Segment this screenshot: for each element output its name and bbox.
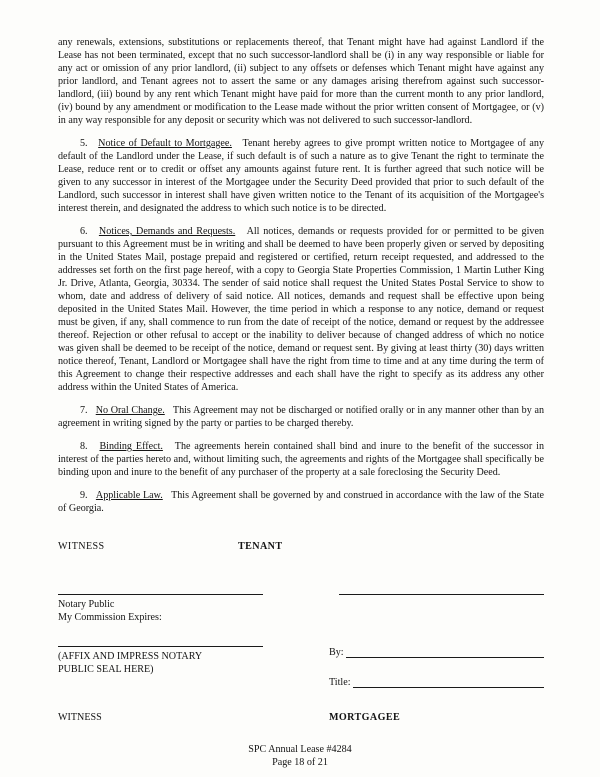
signature-block — [58, 541, 544, 723]
title-row — [329, 676, 544, 688]
commission-expires-label: My Commission Expires: — [58, 612, 162, 623]
witness-label-2: WITNESS — [58, 712, 102, 723]
section-text: All notices, demands or requests provided for or permitted to be given pursuant to this Agreement must be in writing and shall be deemed to have been properly given or served by depositing in the United States Mail, postage prepaid and registered or certified, return receipt requested, and addressed to the addresses set forth on the first page hereof, with a copy to Georgia State Properties Commission, 1 Martin Luther King Jr. Drive, Atlanta, Georgia, 30334. The sender of said notice shall request the United States Postal Service to show to whom, date and address of delivery of said notice. All notices, demands and request shall be effective upon being deposited in the United States Mail. However, the time period in which a response to any notice, demand or request must be given, if any, shall commence to run from the date of receipt of the notice, demand or request by the addressee thereof. Rejection or other refusal to accept or the inability to deliver because of changed address of which no notice was given shall be deemed to be receipt of the notice, demand or request sent. By giving at least thirty (30) days written notice thereof, Tenant, Landlord or Mortgagee shall have the right from time to time and at any time during the term of this Agreement to change their respective addresses and each shall have the right to specify as its address any other address within the United States of America. — [58, 226, 544, 393]
affix-seal-note — [58, 650, 273, 676]
section-heading: Notices, Demands and Requests. — [98, 226, 236, 237]
section-number: 7. — [80, 405, 88, 416]
section-text: Tenant hereby agrees to give prompt written notice to Mortgagee of any default of the Landlord under the Lease, if such default is of such a nature as to give Tenant the right to terminate the Lease, reduce rent or to credit or offset any amounts against future rent. It is further agreed that such notice will be given to any successor in interest of the Mortgagee under the Security Deed provided that prior to such default of the Landlord, such successor in interest shall have given written notice to the Tenant of its acquisition of the Mortgagee's interest therein, and designated the address to which such notice is to be directed. — [58, 138, 544, 214]
footer-line-2: Page 18 of 21 — [272, 757, 328, 768]
tenant-signature-line — [339, 594, 544, 595]
section-5 — [58, 137, 544, 215]
witness-label-1: WITNESS — [58, 541, 105, 552]
notary-signature-line — [58, 594, 263, 595]
section-heading: Notice of Default to Mortgagee. — [98, 138, 232, 149]
by-fill-line — [346, 646, 544, 658]
document-body — [58, 36, 544, 742]
affix-line-2: PUBLIC SEAL HERE) — [58, 664, 154, 675]
notary-public-label: Notary Public — [58, 599, 115, 610]
section-number: 8. — [80, 441, 88, 452]
affix-line-1: (AFFIX AND IMPRESS NOTARY — [58, 651, 203, 662]
by-label: By: — [329, 647, 344, 658]
section-text: This Agreement may not be discharged or notified orally or in any manner other than by an agreement in writing signed by the party or parties to be charged thereby. — [58, 405, 544, 429]
section-heading: No Oral Change. — [95, 405, 165, 416]
paragraph-continuation — [58, 36, 544, 127]
section-heading: Binding Effect. — [99, 441, 163, 452]
section-heading: Applicable Law. — [95, 490, 163, 501]
section-7 — [58, 404, 544, 430]
signature-lines-row — [58, 594, 544, 595]
notary-info — [58, 598, 544, 624]
witness-tenant-row — [58, 541, 544, 552]
page-footer — [0, 743, 600, 769]
section-text: This Agreement shall be governed by and construed in accordance with the law of the State of Georgia. — [58, 490, 544, 514]
footer-line-1: SPC Annual Lease #4284 — [248, 744, 352, 755]
tenant-label: TENANT — [238, 541, 283, 552]
section-8 — [58, 440, 544, 479]
by-title-column — [329, 646, 544, 688]
mortgagee-label-wrap — [329, 712, 544, 723]
notary-seal-line — [58, 646, 263, 647]
title-fill-line — [353, 676, 544, 688]
paragraph-text: any renewals, extensions, substitutions or replacements thereof, that Tenant might have had against Landlord if the Lease has not been terminated, except that no such successor-landlord shall be (i) in any way responsible or liable for any act or omission of any prior landlord, (ii) subject to any offsets or defenses which Tenant might have against any prior landlord, and Tenant agrees not to assert the same or any damages arising therefrom against such successor-landlord, (iii) bound by any rent which Tenant might have paid for more than the current month to any prior landlord, (iv) bound by any amendment or modification to the Lease made without the prior written consent of Mortgagee, or (v) in any way responsible for any deposit or security which was not delivered to such successor-landlord. — [58, 37, 544, 126]
section-number: 9. — [80, 490, 88, 501]
section-number: 5. — [80, 138, 88, 149]
section-6 — [58, 225, 544, 394]
seal-and-by-row — [58, 646, 544, 688]
by-row — [329, 646, 544, 658]
section-number: 6. — [80, 226, 88, 237]
title-label: Title: — [329, 677, 351, 688]
witness-mortgagee-row — [58, 712, 544, 723]
notary-seal-column — [58, 646, 273, 676]
section-text: The agreements herein contained shall bind and inure to the benefit of the successor in interest of the parties hereto and, without limiting such, the agreements and rights of the Mortgagee shall specifically be binding upon and inure to the benefit of any purchaser of the property at a sale foreclosing the Security Deed. — [58, 441, 544, 478]
witness-label-2-wrap — [58, 712, 273, 723]
section-9 — [58, 489, 544, 515]
mortgagee-label: MORTGAGEE — [329, 712, 401, 723]
